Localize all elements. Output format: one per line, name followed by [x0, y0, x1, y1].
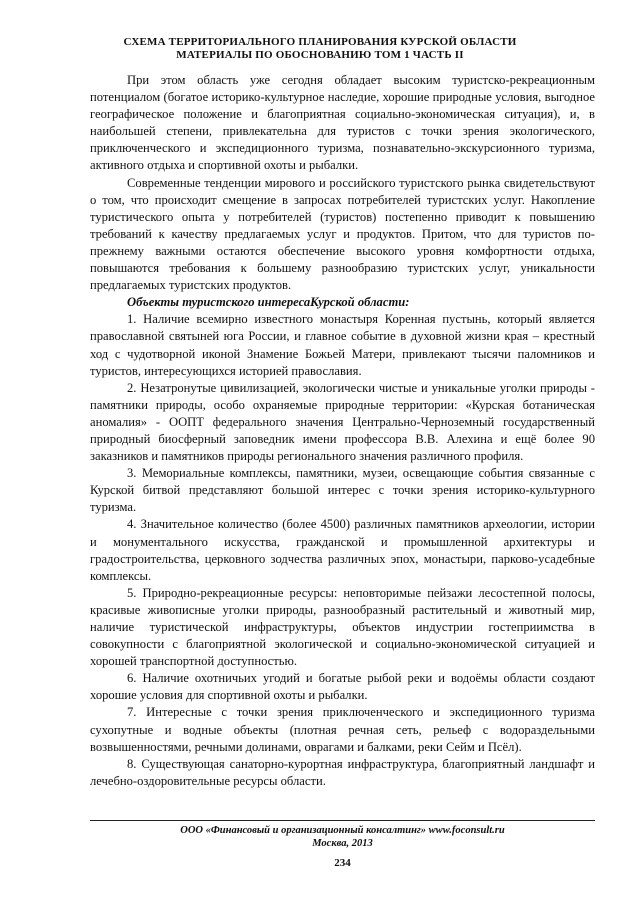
list-item: 5. Природно-рекреационные ресурсы: неповторимые пейзажи лесостепной полосы, красивые живописные уголки природы, разнообразный растительный и животный мир, наличие туристической инфраструктуры, объектов индустрии гостеприимства в совокупности с благоприятной экологической и социально-экономической ситуацией и хорошей транспортной доступностью. — [90, 585, 595, 669]
list-item: 6. Наличие охотничьих угодий и богатые рыбой реки и водоёмы области создают хорошие условия для спортивной охоты и рыбалки. — [90, 671, 595, 703]
header-title-line: СХЕМА ТЕРРИТОРИАЛЬНОГО ПЛАНИРОВАНИЯ КУРСКОЙ ОБЛАСТИ — [123, 36, 517, 48]
list-item: 8. Существующая санаторно-курортная инфраструктура, благоприятный ландшафт и лечебно-оздоровительные ресурсы области. — [90, 756, 595, 788]
list-item: 2. Незатронутые цивилизацией, экологически чистые и уникальные уголки природы - памятники природы, особо охраняемые природные территории: «Курская ботаническая аномалия» - ООПТ федерального значения Центрально-Черноземный государственный природный биосферный заповедник имени профессора В.В. Алехина и ещё более 90 заказников и памятников природы регионального значения различного профиля. — [90, 380, 595, 464]
paragraph-intro: При этом область уже сегодня обладает высоким туристско-рекреационным потенциалом (богатое историко-культурное наследие, хорошие природные условия, выгодное географическое положение и благоприятная социально-экономическая ситуация), и, в наибольшей степени, привлекательна для туристов с точки зрения экологического, приключенческого и экспедиционного туризма, познавательно-экскурсионного туризма, активного отдыха и спортивной охоты и рыбалки. — [90, 73, 595, 173]
list-item: 3. Мемориальные комплексы, памятники, музеи, освещающие события связанные с Курской битвой представляют большой интерес с точки зрения историко-культурного туризма. — [90, 466, 595, 515]
list-item: 1. Наличие всемирно известного монастыря Коренная пустынь, который является православной святыней юга России, и главное событие в духовной жизни края – крестный ход с чудотворной иконой Знамение Божьей Матери, привлекают тысячи паломников и туристов, интересующихся историей православия. — [90, 312, 595, 378]
page-number: 234 — [334, 857, 351, 869]
footer-divider — [90, 820, 595, 821]
paragraph-trends: Современные тенденции мирового и российского туристского рынка свидетельствуют о том, что происходит смещение в запросах потребителей туристских услуг. Накопление туристического опыта у потребителей (туристов) постепенно приводит к повышению требований к качеству предлагаемых услуг и продуктов. Притом, что для туристов по-прежнему важными остаются обеспечение высокого уровня комфортности отдыха, повышаются требования к большему разнообразию туристских услуг, уникальности предлагаемых туристских продуктов. — [90, 175, 595, 293]
footer-city-year: Москва, 2013 — [312, 838, 373, 849]
footer-company: ООО «Финансовый и организационный консалтинг» www.foconsult.ru — [180, 825, 505, 836]
list-item: 7. Интересные с точки зрения приключенческого и экспедиционного туризма сухопутные и водные объекты (плотная речная сеть, рельеф с водораздельными возвышенностями, речными долинами, оврагами и балками, реки Сейм и Псёл). — [90, 705, 595, 754]
section-heading: Объекты туристского интересаКурской области: — [127, 295, 410, 310]
page-header — [60, 36, 580, 62]
list-item: 4. Значительное количество (более 4500) различных памятников археологии, истории и монументального искусства, гражданской и промышленной архитектуры и градостроительства, церковного зодчества различных эпох, монастыри, парково-усадебные комплексы. — [90, 517, 595, 583]
header-subtitle-line: МАТЕРИАЛЫ ПО ОБОСНОВАНИЮ ТОМ 1 ЧАСТЬ II — [176, 49, 464, 61]
page-footer — [90, 824, 595, 850]
document-body — [90, 72, 595, 790]
